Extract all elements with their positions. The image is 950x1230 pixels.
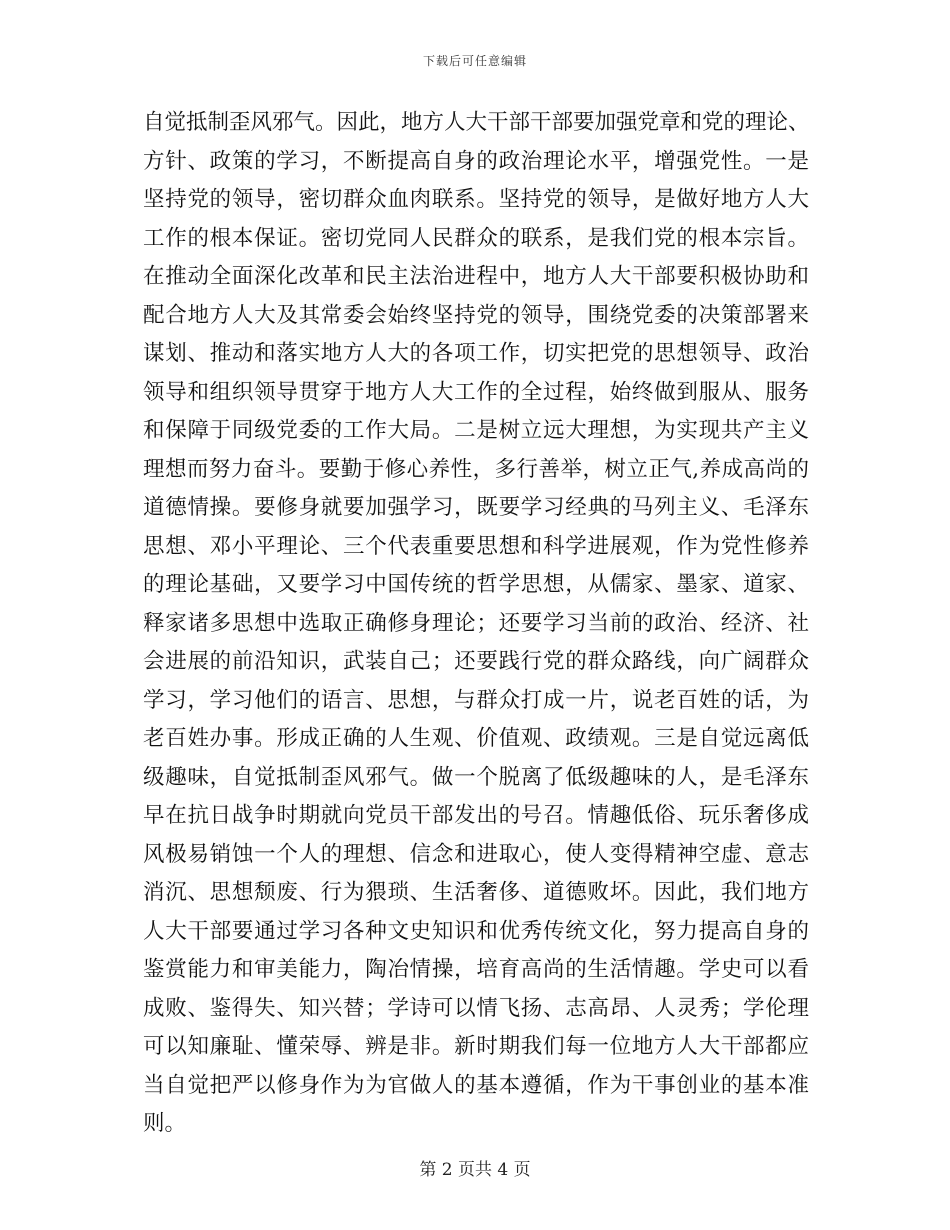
text-line: 级趣味，自觉抵制歪风邪气。做一个脱离了低级趣味的人，是毛泽东 [143, 764, 809, 790]
text-line: 会进展的前沿知识，武装自己；还要践行党的群众路线，向广阔群众 [143, 649, 809, 674]
text-line: 可以知廉耻、懂荣辱、辨是非。新时期我们每一位地方人大干部都应 [143, 1034, 809, 1059]
text-line: 谋划、推动和落实地方人大的各项工作，切实把党的思想领导、政治 [143, 341, 809, 366]
text-line: 当自觉把严以修身作为为官做人的基本遵循，作为干事创业的基本准 [143, 1072, 809, 1098]
text-line: 道德情操。要修身就要加强学习，既要学习经典的马列主义、毛泽东 [143, 495, 809, 520]
text-line: 理想而努力奋斗。要勤于修心养性，多行善举，树立正气,养成高尚的 [143, 456, 809, 482]
text-line: 释家诸多思想中选取正确修身理论；还要学习当前的政治、经济、社 [143, 610, 809, 636]
text-line: 方针、政策的学习，不断提高自身的政治理论水平，增强党性。一是 [143, 148, 809, 174]
text-line: 工作的根本保证。密切党同人民群众的联系，是我们党的根本宗旨。 [143, 225, 809, 251]
text-line: 坚持党的领导，密切群众血肉联系。坚持党的领导，是做好地方人大 [143, 187, 809, 212]
text-line: 和保障于同级党委的工作大局。二是树立远大理想，为实现共产主义 [143, 418, 809, 443]
text-line: 人大干部要通过学习各种文史知识和优秀传统文化，努力提高自身的 [143, 918, 809, 944]
text-line: 消沉、思想颓废、行为猥琐、生活奢侈、道德败坏。因此，我们地方 [143, 880, 809, 905]
text-line: 在推动全面深化改革和民主法治进程中，地方人大干部要积极协助和 [143, 264, 809, 289]
text-line: 成败、鉴得失、知兴替；学诗可以情飞扬、志高昂、人灵秀；学伦理 [143, 995, 809, 1021]
body-paragraph [143, 104, 809, 1144]
text-line: 领导和组织领导贯穿于地方人大工作的全过程，始终做到服从、服务 [143, 379, 809, 405]
text-line: 风极易销蚀一个人的理想、信念和进取心，使人变得精神空虚、意志 [143, 841, 809, 867]
text-line: 自觉抵制歪风邪气。因此，地方人大干部干部要加强党章和党的理论、 [143, 110, 810, 135]
text-line: 的理论基础，又要学习中国传统的哲学思想，从儒家、墨家、道家、 [143, 572, 809, 597]
text-line: 老百姓办事。形成正确的人生观、价值观、政绩观。三是自觉远离低 [143, 726, 809, 751]
text-line: 配合地方人大及其常委会始终坚持党的领导，围绕党委的决策部署来 [143, 302, 809, 328]
text-line: 早在抗日战争时期就向党员干部发出的号召。情趣低俗、玩乐奢侈成 [143, 803, 809, 828]
text-line: 则。 [143, 1111, 187, 1136]
page-number-footer: 第 2 页共 4 页 [419, 1160, 531, 1180]
text-line: 思想、邓小平理论、三个代表重要思想和科学进展观，作为党性修养 [143, 533, 809, 559]
text-line: 学习，学习他们的语言、思想，与群众打成一片，说老百姓的话，为 [143, 687, 809, 713]
text-line: 鉴赏能力和审美能力，陶冶情操，培育高尚的生活情趣。学史可以看 [143, 957, 809, 982]
header-note: 下载后可任意编辑 [422, 54, 527, 68]
